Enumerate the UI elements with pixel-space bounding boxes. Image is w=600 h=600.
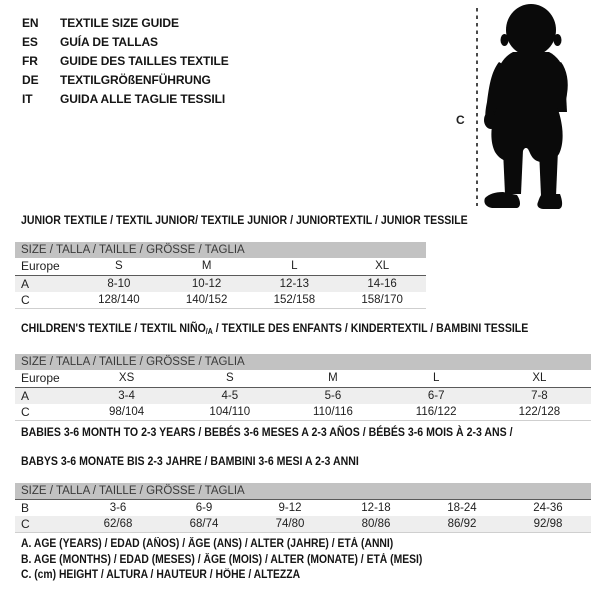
legend-line: B. AGE (MONTHS) / EDAD (MESES) / ÂGE (MOIS) / ALTER (MONATE) / ETÀ (MESI)	[21, 553, 423, 566]
cell-value: 98/104	[75, 404, 178, 421]
language-row	[22, 89, 229, 108]
language-code: EN	[22, 15, 39, 30]
children-size-table	[15, 354, 591, 421]
cell-value: S	[178, 370, 281, 388]
language-title: GUIDA ALLE TAGLIE TESSILI	[60, 91, 226, 106]
junior-textile-section	[15, 213, 468, 309]
table-row	[15, 388, 591, 405]
size-figure	[448, 2, 598, 214]
size-band-row	[15, 354, 591, 370]
cell-value: L	[385, 370, 488, 388]
table-row	[15, 500, 591, 517]
cell-value: M	[281, 370, 384, 388]
cell-value: 9-12	[278, 502, 302, 514]
language-title: TEXTILGRÖßENFÜHRUNG	[60, 72, 211, 87]
table-row	[15, 292, 426, 309]
cell-value: 7-8	[488, 388, 591, 405]
table-row	[15, 516, 591, 533]
cell-value: 74/80	[247, 516, 333, 533]
language-code: IT	[22, 91, 33, 106]
cell-value: 86/92	[419, 516, 505, 533]
row-label: Europe	[15, 258, 75, 276]
row-label: C	[15, 292, 75, 309]
language-list	[22, 13, 229, 108]
row-label: C	[15, 516, 75, 533]
children-title-main: CHILDREN'S TEXTILE / TEXTIL NIÑO	[21, 321, 206, 335]
cell-value: 12-13	[251, 276, 339, 293]
language-code: DE	[22, 72, 39, 87]
cell-value: 18-24	[447, 502, 477, 514]
cell-value: 68/74	[161, 516, 247, 533]
row-label: C	[15, 404, 75, 421]
cell-value: 110/116	[281, 404, 384, 421]
children-textile-section	[15, 321, 591, 421]
babies-size-table	[15, 483, 591, 533]
language-code: FR	[22, 53, 38, 68]
language-row	[22, 51, 229, 70]
cell-value: 122/128	[488, 404, 591, 421]
language-row	[22, 32, 229, 51]
junior-table-title: JUNIOR TEXTILE / TEXTIL JUNIOR/ TEXTILE JUNIOR / JUNIORTEXTIL / JUNIOR TESSILE	[21, 213, 468, 227]
table-row	[15, 258, 426, 276]
cell-value: 10-12	[163, 276, 251, 293]
row-label: A	[15, 276, 75, 293]
cell-value: XL	[338, 258, 426, 276]
baby-silhouette-icon	[448, 2, 598, 214]
cell-value: 140/152	[163, 292, 251, 309]
table-row	[15, 404, 591, 421]
size-band-label: SIZE / TALLA / TAILLE / GRÖSSE / TAGLIA	[15, 242, 426, 258]
language-row	[22, 70, 229, 89]
cell-value: 6-9	[195, 502, 213, 514]
size-band-label: SIZE / TALLA / TAILLE / GRÖSSE / TAGLIA	[15, 354, 591, 370]
cell-value: 24-36	[533, 502, 563, 514]
cell-value: 3-4	[75, 388, 178, 405]
cell-value: 152/158	[251, 292, 339, 309]
row-label: A	[15, 388, 75, 405]
cell-value: XS	[75, 370, 178, 388]
language-title: GUÍA DE TALLAS	[60, 34, 158, 49]
cell-value: 14-16	[338, 276, 426, 293]
language-code: ES	[22, 34, 38, 49]
cell-value: 128/140	[75, 292, 163, 309]
table-row	[15, 370, 591, 388]
children-title-rest: / TEXTILE DES ENFANTS / KINDERTEXTIL / BAMBINI TESSILE	[212, 321, 529, 335]
cell-value: M	[163, 258, 251, 276]
cell-value: 80/86	[333, 516, 419, 533]
cell-value: XL	[488, 370, 591, 388]
row-label: Europe	[15, 370, 75, 388]
cell-value: 62/68	[75, 516, 161, 533]
legend	[21, 537, 467, 584]
table-row	[15, 276, 426, 293]
row-label: B	[21, 501, 30, 515]
cell-value: 104/110	[178, 404, 281, 421]
babies-textile-section	[15, 425, 591, 533]
language-title: TEXTILE SIZE GUIDE	[60, 15, 179, 30]
cell-value: 5-6	[281, 388, 384, 405]
cell-value: 116/122	[385, 404, 488, 421]
legend-line: A. AGE (YEARS) / EDAD (AÑOS) / ÂGE (ANS) / ALTER (JAHRE) / ETÀ (ANNI)	[21, 538, 394, 550]
cell-value: 12-18	[361, 502, 391, 514]
children-title-subscript: /A	[205, 327, 213, 336]
cell-value: 158/170	[338, 292, 426, 309]
size-band-label: SIZE / TALLA / TAILLE / GRÖSSE / TAGLIA	[15, 483, 591, 500]
cell-value: 4-5	[178, 388, 281, 405]
cell-value: 92/98	[505, 516, 591, 533]
height-label: C	[456, 113, 465, 127]
language-title: GUIDE DES TAILLES TEXTILE	[60, 53, 229, 68]
cell-value: 6-7	[385, 388, 488, 405]
cell-value: L	[251, 258, 339, 276]
size-band-row	[15, 483, 591, 500]
toddler-shape	[484, 4, 568, 209]
babies-table-title-line2: BABYS 3-6 MONATE BIS 2-3 JAHRE / BAMBINI 3-6 MESI A 2-3 ANNI	[21, 454, 359, 468]
language-row	[22, 13, 229, 32]
cell-value: S	[75, 258, 163, 276]
children-table-title	[21, 321, 529, 339]
legend-line: C. (cm) HEIGHT / ALTURA / HAUTEUR / HÖHE / ALTEZZA	[21, 569, 301, 581]
cell-value: 3-6	[109, 502, 127, 514]
babies-table-title-line1: BABIES 3-6 MONTH TO 2-3 YEARS / BEBÉS 3-6 MESES A 2-3 AÑOS / BÉBÉS 3-6 MOIS À 2-3 ANS /	[21, 425, 513, 439]
junior-size-table	[15, 242, 426, 309]
size-band-row	[15, 242, 426, 258]
cell-value: 8-10	[75, 276, 163, 293]
